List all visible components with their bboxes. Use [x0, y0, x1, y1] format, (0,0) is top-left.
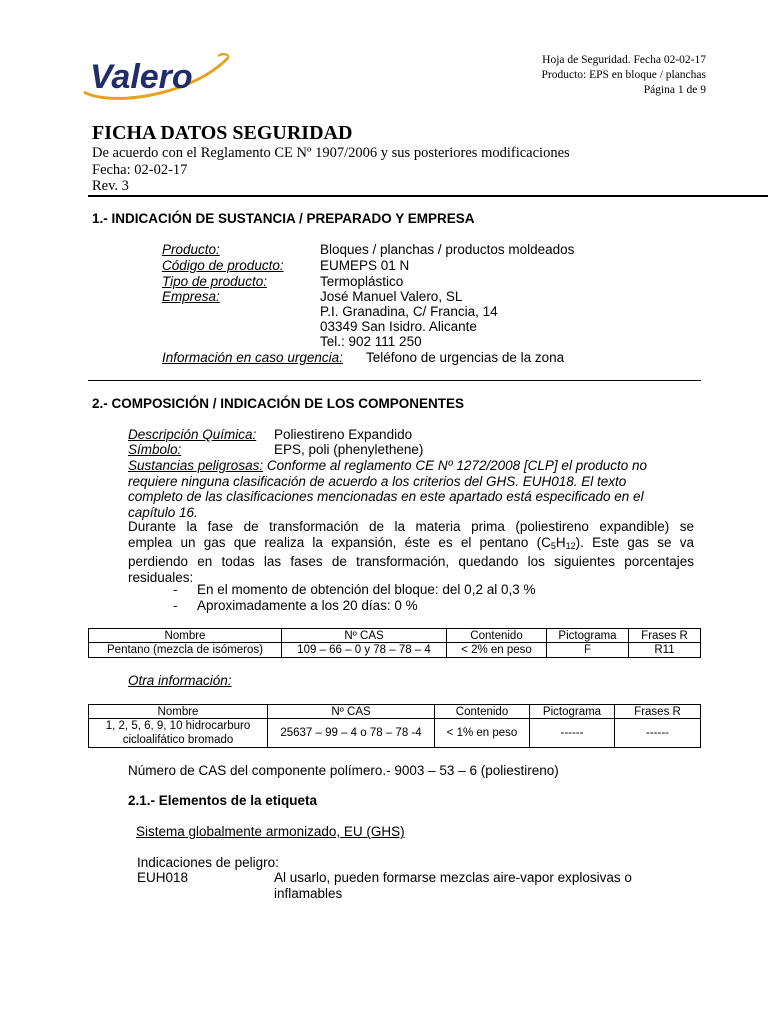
table-cell: F — [547, 643, 629, 658]
bullet-mark-2: - — [173, 598, 178, 613]
other-info-table — [88, 704, 701, 748]
valero-logo — [78, 48, 238, 104]
para-h: H — [555, 534, 566, 550]
producto-value: Bloques / planchas / productos moldeados — [320, 242, 575, 257]
header-divider — [88, 195, 768, 197]
sustancias-line-3: completo de las clasificaciones mencionadas en este apartado está especificado en el — [128, 489, 644, 504]
para-line-4: residuales: — [128, 569, 194, 585]
ghs-heading: Sistema globalmente armonizado, EU (GHS) — [136, 824, 405, 839]
euh-text-line-2: inflamables — [274, 885, 343, 901]
descripcion-value: Poliestireno Expandido — [274, 427, 413, 442]
euh-text — [274, 870, 632, 901]
codigo-value: EUMEPS 01 N — [320, 258, 410, 273]
table-cell: < 1% en peso — [435, 719, 530, 748]
name-line-2: cicloalifático bromado — [122, 734, 234, 746]
table-header-cell: Frases R — [615, 705, 701, 719]
urgencia-label: Información en caso urgencia: — [162, 350, 343, 365]
producto-label: Producto: — [162, 242, 220, 257]
table-row — [89, 643, 701, 658]
indicaciones-label: Indicaciones de peligro: — [137, 855, 279, 870]
table-cell: 109 – 66 – 0 y 78 – 78 – 4 — [282, 643, 447, 658]
section-2-heading: 2.- COMPOSICIÓN / INDICACIÓN DE LOS COMPONENTES — [92, 396, 465, 411]
bullet-mark-1: - — [173, 582, 178, 597]
sustancias-peligrosas — [128, 458, 700, 520]
para-line-2a: emplea un gas que realiza la expansión, éste es el pentano (C — [128, 534, 551, 550]
para-line-2b: ). Este gas se va — [575, 534, 694, 550]
table-cell: Pentano (mezcla de isómeros) — [89, 643, 282, 658]
header-line-3: Página 1 de 9 — [643, 84, 706, 96]
euh-text-line-1: Al usarlo, pueden formarse mezclas aire-vapor explosivas o — [274, 870, 632, 885]
otra-informacion-label: Otra información: — [128, 673, 232, 688]
empresa-line-2: P.I. Granadina, C/ Francia, 14 — [320, 304, 498, 319]
simbolo-label: Símbolo: — [128, 442, 182, 457]
sustancias-label: Sustancias peligrosas: — [128, 458, 264, 473]
name-line-1: 1, 2, 5, 6, 9, 10 hidrocarburo — [105, 720, 251, 732]
table-header-cell: Nombre — [89, 629, 282, 643]
empresa-line-3: 03349 San Isidro. Alicante — [320, 319, 477, 334]
para-line-3: perdiendo en todas las fases de transformación, quedando los siguientes porcentajes — [128, 554, 694, 569]
descripcion-label: Descripción Química: — [128, 427, 257, 442]
document-title: FICHA DATOS SEGURIDAD — [92, 122, 353, 144]
regulation-line: De acuerdo con el Reglamento CE Nº 1907/2006 y sus posteriores modificaciones — [92, 145, 570, 161]
sub-5: 5 — [550, 540, 556, 551]
sub-12: 12 — [565, 540, 576, 551]
components-table — [88, 628, 701, 658]
section-divider — [88, 380, 701, 381]
sustancias-line-2: requiere ninguna clasificación de acuerdo a los criterios del GHS. EUH018. El texto — [128, 473, 627, 489]
table-header-cell: Contenido — [447, 629, 547, 643]
para-line-1: Durante la fase de transformación de la materia prima (poliestireno expandible) se — [128, 519, 694, 534]
table-header-cell: Nº CAS — [282, 629, 447, 643]
table-cell: 25637 – 99 – 4 o 78 – 78 -4 — [268, 719, 435, 748]
bullet-2: Aproximadamente a los 20 días: 0 % — [197, 598, 418, 613]
euh-code: EUH018 — [137, 870, 189, 885]
section-1-heading: 1.- INDICACIÓN DE SUSTANCIA / PREPARADO Y EMPRESA — [92, 211, 475, 226]
simbolo-value: EPS, poli (phenylethene) — [274, 442, 424, 457]
pentano-paragraph — [128, 519, 694, 585]
table-header-row — [89, 705, 701, 719]
urgencia-value: Teléfono de urgencias de la zona — [366, 350, 565, 365]
sustancias-line-1 — [128, 458, 700, 474]
document-subtitle — [92, 145, 570, 195]
empresa-label: Empresa: — [162, 289, 220, 304]
subsection-2-1-heading: 2.1.- Elementos de la etiqueta — [128, 793, 318, 808]
codigo-label: Código de producto: — [162, 258, 284, 273]
table-header-cell: Nº CAS — [268, 705, 435, 719]
cas-polimero: Número de CAS del componente polímero.- 9003 – 53 – 6 (poliestireno) — [128, 763, 559, 778]
table-cell — [89, 719, 268, 748]
sustancias-text-1: Conforme al reglamento CE Nº 1272/2008 [CLP] el producto no — [266, 458, 647, 473]
table-cell: R11 — [629, 643, 701, 658]
empresa-line-4: Tel.: 902 111 250 — [320, 334, 422, 349]
empresa-line-1: José Manuel Valero, SL — [320, 289, 463, 304]
bullet-1: En el momento de obtención del bloque: del 0,2 al 0,3 % — [197, 582, 536, 597]
tipo-value: Termoplástico — [320, 274, 404, 289]
table-header-cell: Nombre — [89, 705, 268, 719]
table-cell: ------ — [530, 719, 615, 748]
tipo-label: Tipo de producto: — [162, 274, 267, 289]
table-header-cell: Frases R — [629, 629, 701, 643]
table-cell: ------ — [615, 719, 701, 748]
header-line-1: Hoja de Seguridad. Fecha 02-02-17 — [542, 54, 706, 66]
table-header-cell: Contenido — [435, 705, 530, 719]
revision-line: Rev. 3 — [92, 178, 129, 194]
date-line: Fecha: 02-02-17 — [92, 161, 188, 178]
table-header-cell: Pictograma — [530, 705, 615, 719]
table-cell: < 2% en peso — [447, 643, 547, 658]
header-info — [542, 53, 707, 98]
header-line-2: Producto: EPS en bloque / planchas — [541, 69, 706, 81]
table-header-cell: Pictograma — [547, 629, 629, 643]
table-row — [89, 719, 701, 748]
logo-text: Valero — [90, 58, 193, 96]
table-header-row — [89, 629, 701, 643]
sustancias-line-4: capítulo 16. — [128, 504, 198, 520]
para-line-2 — [128, 535, 694, 555]
